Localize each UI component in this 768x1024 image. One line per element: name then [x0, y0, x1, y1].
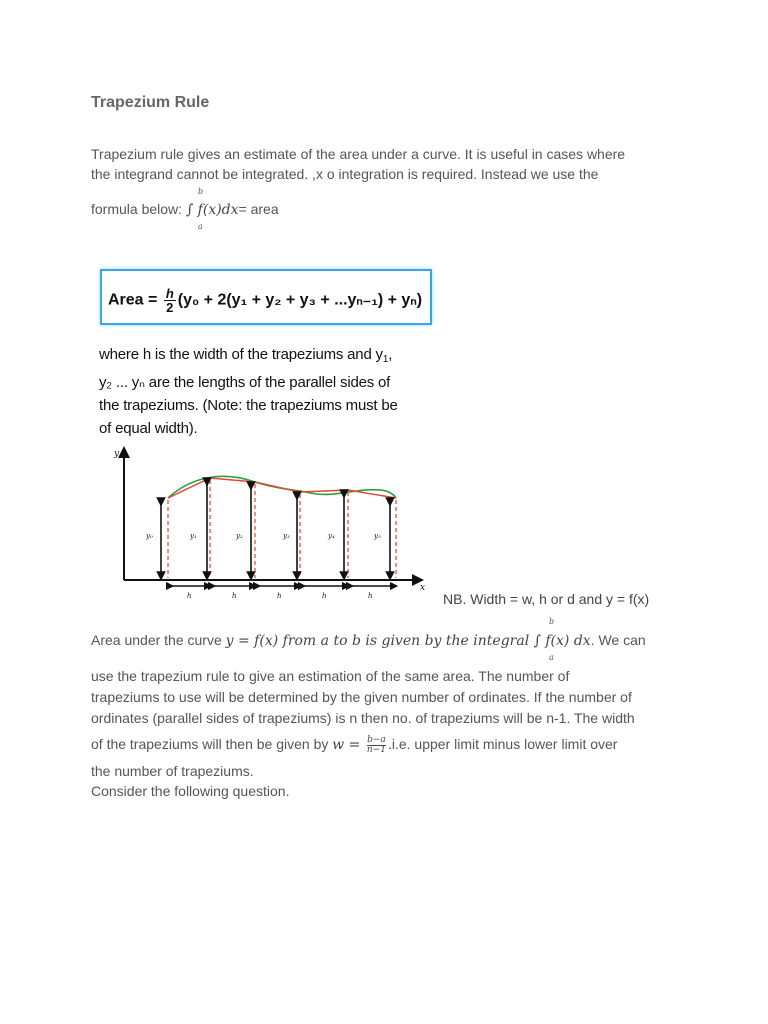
fraction-denominator: 2 — [166, 300, 174, 315]
para2-line-6: the number of trapeziums. — [91, 763, 254, 779]
para2-lower-limit: a — [549, 653, 554, 662]
ordinate-label-5: y₅ — [374, 532, 381, 540]
ordinate-label-0: y₀ — [146, 532, 153, 540]
width-label-4: h — [322, 592, 327, 600]
intro-line-2: the integrand cannot be integrated. ,x o integration is required. Instead we use the — [91, 166, 599, 182]
para2-line-1 — [91, 630, 646, 651]
ordinate-arrows — [161, 482, 390, 576]
width-fraction-numerator: b−a — [367, 734, 386, 745]
para2-line-3: trapeziums to use will be determined by the given number of ordinates. If the number of — [91, 689, 632, 705]
explanation-line-3: the trapeziums. (Note: the trapeziums must be — [99, 397, 398, 414]
intro-line-1: Trapezium rule gives an estimate of the area under a curve. It is useful in cases where — [91, 146, 626, 162]
explanation-line-1-end: , — [388, 346, 393, 363]
explanation-line-1 — [99, 343, 434, 371]
intro-line-3-prefix: formula below: — [91, 201, 186, 217]
para2-line-4: ordinates (parallel sides of trapeziums) is n then no. of trapeziums will be n-1. The width — [91, 710, 635, 726]
trapezium-diagram — [100, 440, 435, 605]
formula-explanation — [99, 343, 434, 440]
integral-lower-limit: a — [198, 222, 203, 231]
explanation-line-4: of equal width). — [99, 420, 198, 437]
para2-suffix: . We can — [590, 632, 646, 648]
explanation-line-1-sub: 1 — [382, 354, 389, 365]
page-title: Trapezium Rule — [91, 94, 210, 111]
para2-line-7: Consider the following question. — [91, 783, 290, 799]
width-equation: w = — [332, 737, 365, 753]
para2-integral: ∫ f(x) dx — [533, 633, 591, 649]
width-label-2: h — [232, 592, 237, 600]
ordinate-label-3: y₃ — [283, 532, 290, 540]
width-label-5: h — [368, 592, 373, 600]
area-label: Area = — [108, 291, 162, 309]
area-formula-box — [100, 269, 432, 325]
width-label-3: h — [277, 592, 282, 600]
para2-line-5-suffix: .i.e. upper limit minus lower limit over — [387, 736, 618, 752]
fraction-numerator: h — [165, 286, 174, 301]
chord-line — [168, 478, 396, 498]
para2-upper-limit: b — [549, 617, 555, 626]
width-label-1: h — [187, 592, 192, 600]
area-formula — [108, 287, 422, 314]
para2-prefix: Area under the curve — [91, 632, 226, 648]
curve — [168, 476, 396, 498]
intro-line-3 — [91, 199, 279, 220]
para2-line-2: use the trapezium rule to give an estimation of the same area. The number of — [91, 668, 570, 684]
para2-line-5-prefix: of the trapeziums will then be given by — [91, 736, 333, 752]
nb-note: NB. Width = w, h or d and y = f(x) — [443, 591, 650, 607]
x-axis-label: x — [420, 583, 426, 593]
y-axis-label: y — [114, 449, 120, 459]
integral-expression: ∫ f(x)dx — [185, 202, 239, 218]
width-fraction — [367, 736, 386, 755]
width-fraction-denominator: n−1 — [366, 744, 386, 755]
explanation-line-2: y₂ ... yₙ are the lengths of the parallel sides of — [99, 374, 391, 391]
para2-line-5 — [91, 734, 617, 755]
ordinate-label-4: y₄ — [328, 532, 335, 540]
h-over-2-fraction — [164, 287, 176, 314]
ordinate-label-2: y₂ — [236, 532, 243, 540]
intro-line-3-suffix: = area — [238, 201, 279, 217]
explanation-line-1-text: where h is the width of the trapeziums and y — [99, 346, 383, 363]
dashed-ordinates — [168, 480, 396, 578]
formula-body: (y₀ + 2(y₁ + y₂ + y₃ + ...yₙ₋₁) + yₙ) — [177, 291, 423, 309]
integral-upper-limit: b — [198, 187, 204, 196]
para2-math: y = f(x) from a to b is given by the integral — [225, 633, 534, 649]
ordinate-label-1: y₁ — [190, 532, 197, 540]
